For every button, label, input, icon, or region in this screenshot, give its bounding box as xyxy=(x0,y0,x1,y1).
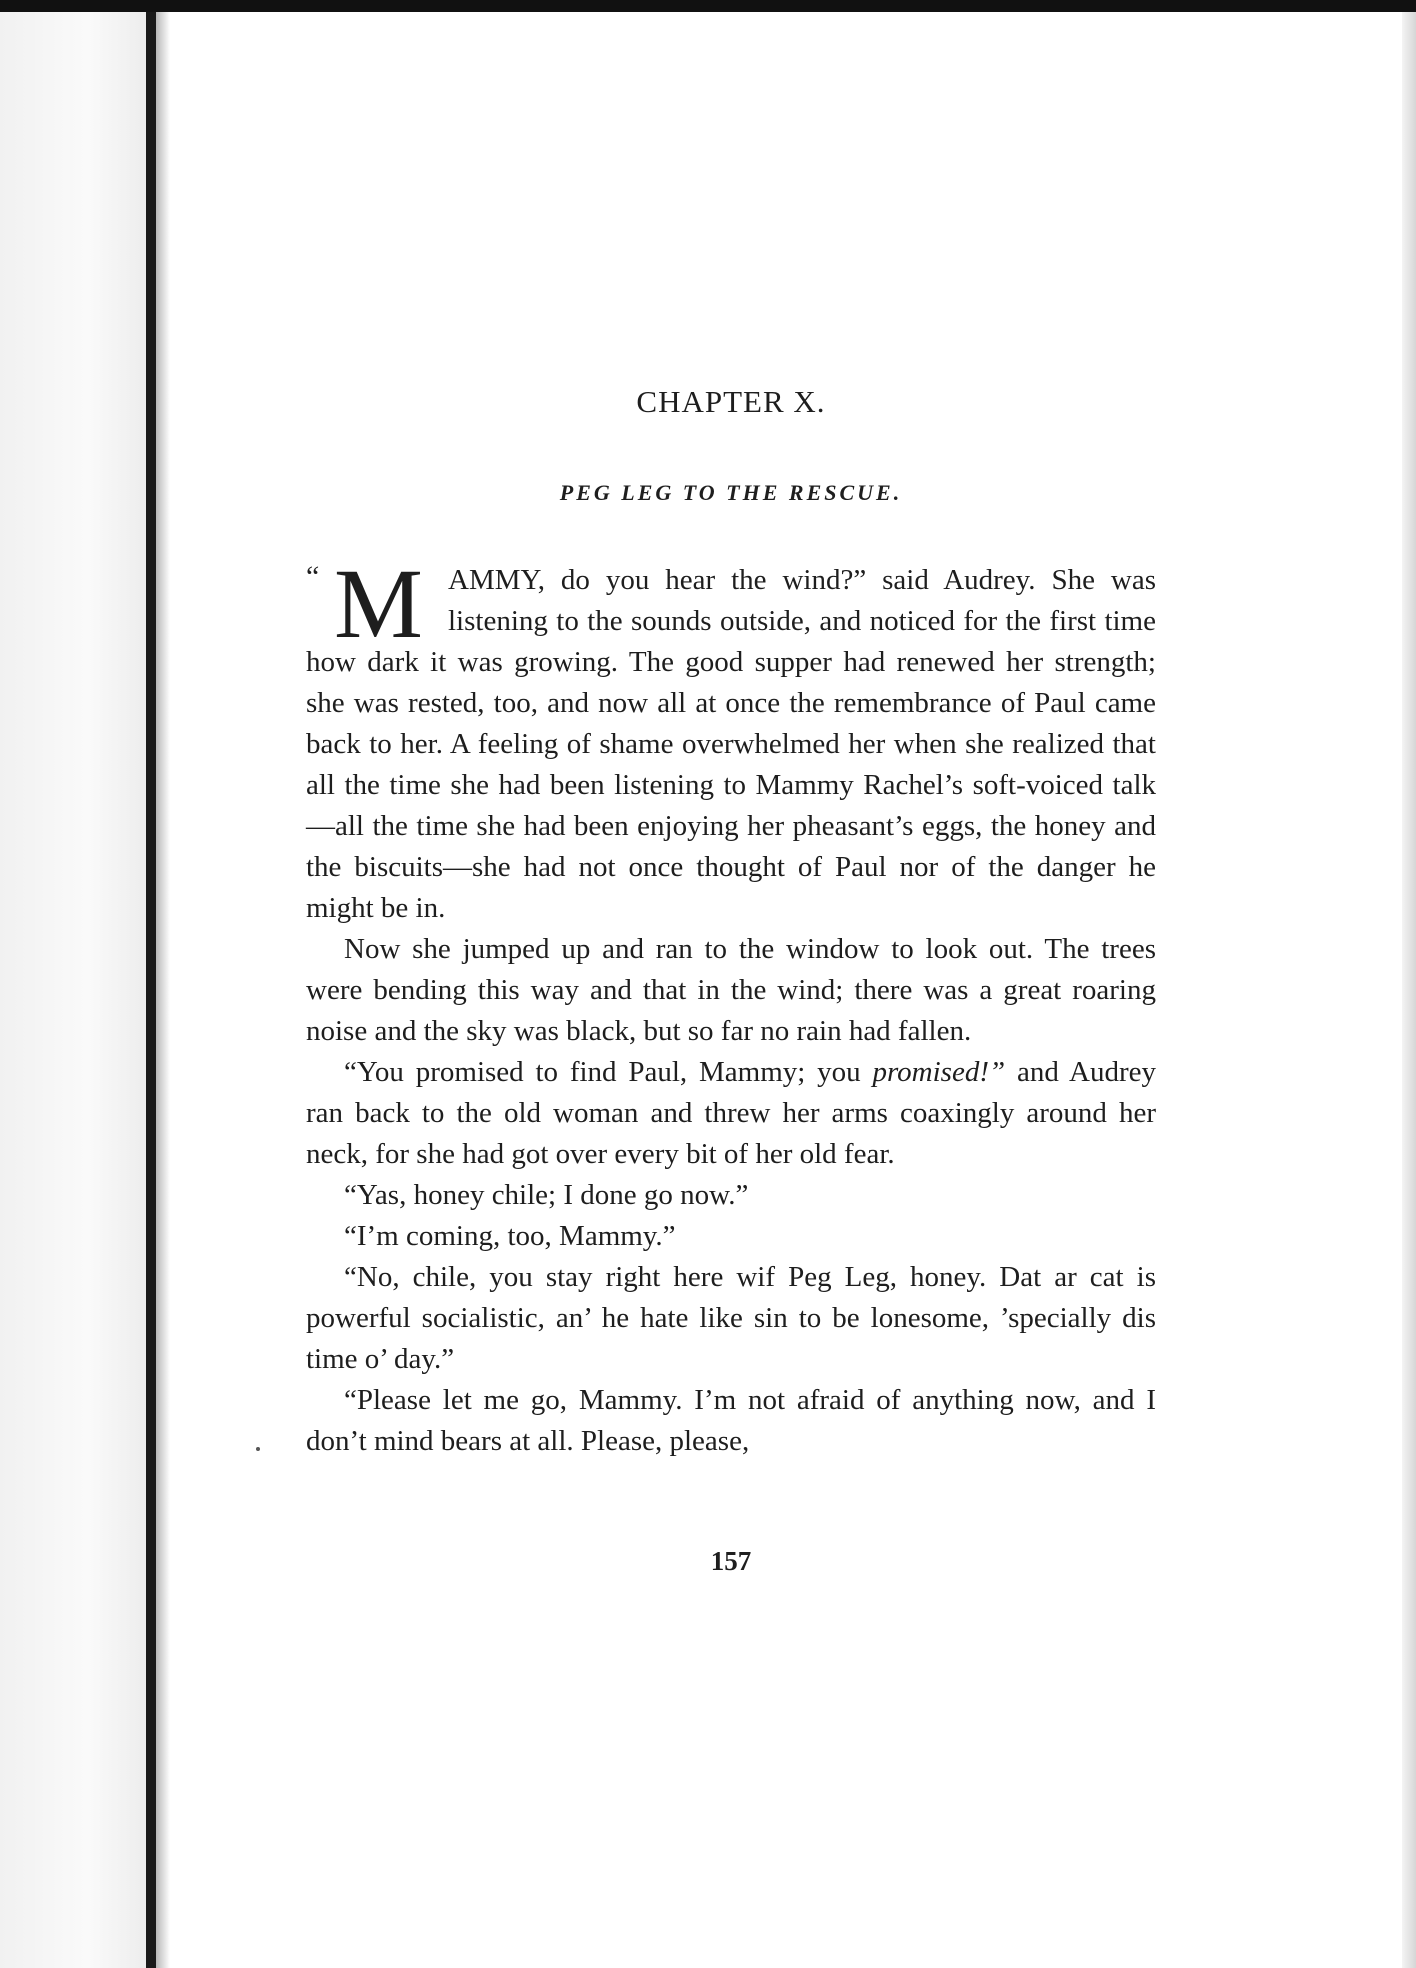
chapter-body xyxy=(306,548,1157,1462)
paragraph: “Please let me go, Mammy. I’m not afraid of anything now, and I don’t mind bears at all. Please, please, xyxy=(306,1384,1156,1457)
paragraph: Now she jumped up and ran to the window to look out. The trees were bending this way and that in the wind; there was a great roaring noise and the sky was black, but so far no rain had fallen. xyxy=(306,933,1156,1047)
chapter-subtitle: PEG LEG TO THE RESCUE. xyxy=(559,480,903,505)
paragraph: “No, chile, you stay right here wif Peg Leg, honey. Dat ar cat is powerful socialistic, an’ he hate like sin to be lonesome, ’specially dis time o’ day.” xyxy=(306,1261,1156,1375)
drop-cap-block xyxy=(306,548,442,659)
gutter-shadow xyxy=(156,12,170,1968)
margin-mark xyxy=(256,1447,260,1451)
scan-top-border xyxy=(0,0,1416,12)
drop-cap-letter: M xyxy=(334,548,423,659)
paragraph: “Yas, honey chile; I done go now.” xyxy=(344,1179,749,1211)
paragraph: “I’m coming, too, Mammy.” xyxy=(344,1220,676,1252)
page-right-edge xyxy=(1402,12,1416,1968)
paragraph-text: “You promised to find Paul, Mammy; you xyxy=(344,1056,873,1088)
emphasized-word: promised!” xyxy=(872,1056,1006,1088)
facing-page-edge xyxy=(0,12,146,1968)
book-spine-gutter xyxy=(146,12,156,1968)
opening-quote-mark: “ xyxy=(306,560,320,593)
chapter-title: CHAPTER X. xyxy=(636,384,826,419)
paragraph-opening xyxy=(306,548,1156,929)
paragraph-text: and Audrey ran back to the old woman and threw her arms coaxingly around her neck, for she had got over every bit of her old fear. xyxy=(306,1056,1157,1170)
opening-text: AMMY, do you hear the wind?” said Audrey. She was listening to the sounds outside, and noticed for the first time how dark it was growing. The good supper had renewed her strength; she was rested, too, and now all at once the remembrance of Paul came back to her. A feeling of shame overwhelmed her when she realized that all the time she had been listening to Mammy Rachel’s soft-voiced talk—all the time she had been enjoying her pheasant’s eggs, the honey and the biscuits—she had not once thought of Paul nor of the danger he might be in. xyxy=(306,564,1156,924)
paragraph xyxy=(306,1052,1156,1175)
page-number: 157 xyxy=(710,1546,752,1576)
